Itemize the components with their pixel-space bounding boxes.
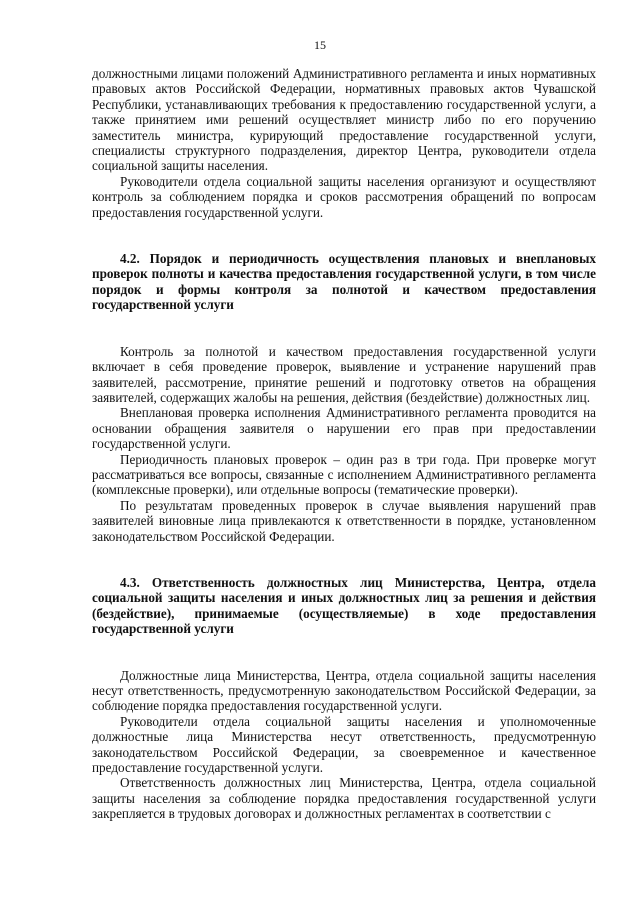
- section-4-2-paragraph: Периодичность плановых проверок – один раз в три года. При проверке могут рассматриваться все вопросы, связанные с исполнением Административного регламента (комплексные проверки), или отдельные вопросы (тематические проверки).: [92, 451, 596, 498]
- section-4-2-paragraph: По результатам проведенных проверок в случае выявления нарушений прав заявителей виновные лица привлекаются к ответственности в порядке, установленном законодательством Российской Федерации.: [92, 497, 596, 544]
- section-4-3-paragraph: Ответственность должностных лиц Министерства, Центра, отдела социальной защиты населения за соблюдение порядка предоставления государственной услуги закрепляется в трудовых договорах и должностных регламентах в соответствии с: [92, 775, 596, 822]
- section-4-2-paragraph: Внеплановая проверка исполнения Административного регламента проводится на основании обращения заявителя о нарушении его прав при предоставлении государственной услуги.: [92, 405, 596, 452]
- section-4-3-body: [92, 668, 596, 822]
- section-4-3-heading: 4.3. Ответственность должностных лиц Министерства, Центра, отдела социальной защиты населения и иных должностных лиц за решения и действия (бездействие), принимаемые (осуществляемые) в ходе предоставления государственной услуги: [92, 574, 596, 637]
- section-4-3-paragraph: Должностные лица Министерства, Центра, отдела социальной защиты населения несут ответственность, предусмотренную законодательством Российской Федерации, за соблюдение порядка предоставления государственной услуги.: [92, 667, 596, 714]
- section-4-2-paragraph: Контроль за полнотой и качеством предоставления государственной услуги включает в себя проведение проверок, выявление и устранение нарушений прав заявителей, рассмотрение, принятие решений и подготовку ответов на обращения заявителей, содержащих жалобы на решения, действия (бездействие) должностных лиц.: [92, 343, 596, 405]
- page-number: 15: [314, 38, 326, 52]
- section-4-2-body: [92, 344, 596, 544]
- section-4-3-paragraph: Руководители отдела социальной защиты населения и уполномоченные должностные лица Министерства несут ответственность, предусмотренную законодательством Российской Федерации, за своевременное и качественное предоставление государственной услуги.: [92, 713, 596, 776]
- intro-paragraph-continuation: должностными лицами положений Административного регламента и иных нормативных правовых актов Российской Федерации, нормативных правовых актов Чувашской Республики, устанавливающих требования к предоставлению государственной услуги, а также принятием ими решений осуществляет министр либо по его поручению заместитель министра, курирующий предоставление государственной услуги, специалисты структурного подразделения, директор Центра, руководители отдела социальной защиты населения.: [92, 66, 596, 174]
- document-body: [92, 66, 596, 822]
- section-4-2-heading: 4.2. Порядок и периодичность осуществления плановых и внеплановых проверок полноты и качества предоставления государственной услуги, в том числе порядок и формы контроля за полнотой и качеством предоставления государственной услуги: [92, 251, 596, 313]
- intro-paragraph: Руководители отдела социальной защиты населения организуют и осуществляют контроль за соблюдением порядка и сроков рассмотрения обращений по вопросам предоставления государственной услуги.: [92, 173, 596, 220]
